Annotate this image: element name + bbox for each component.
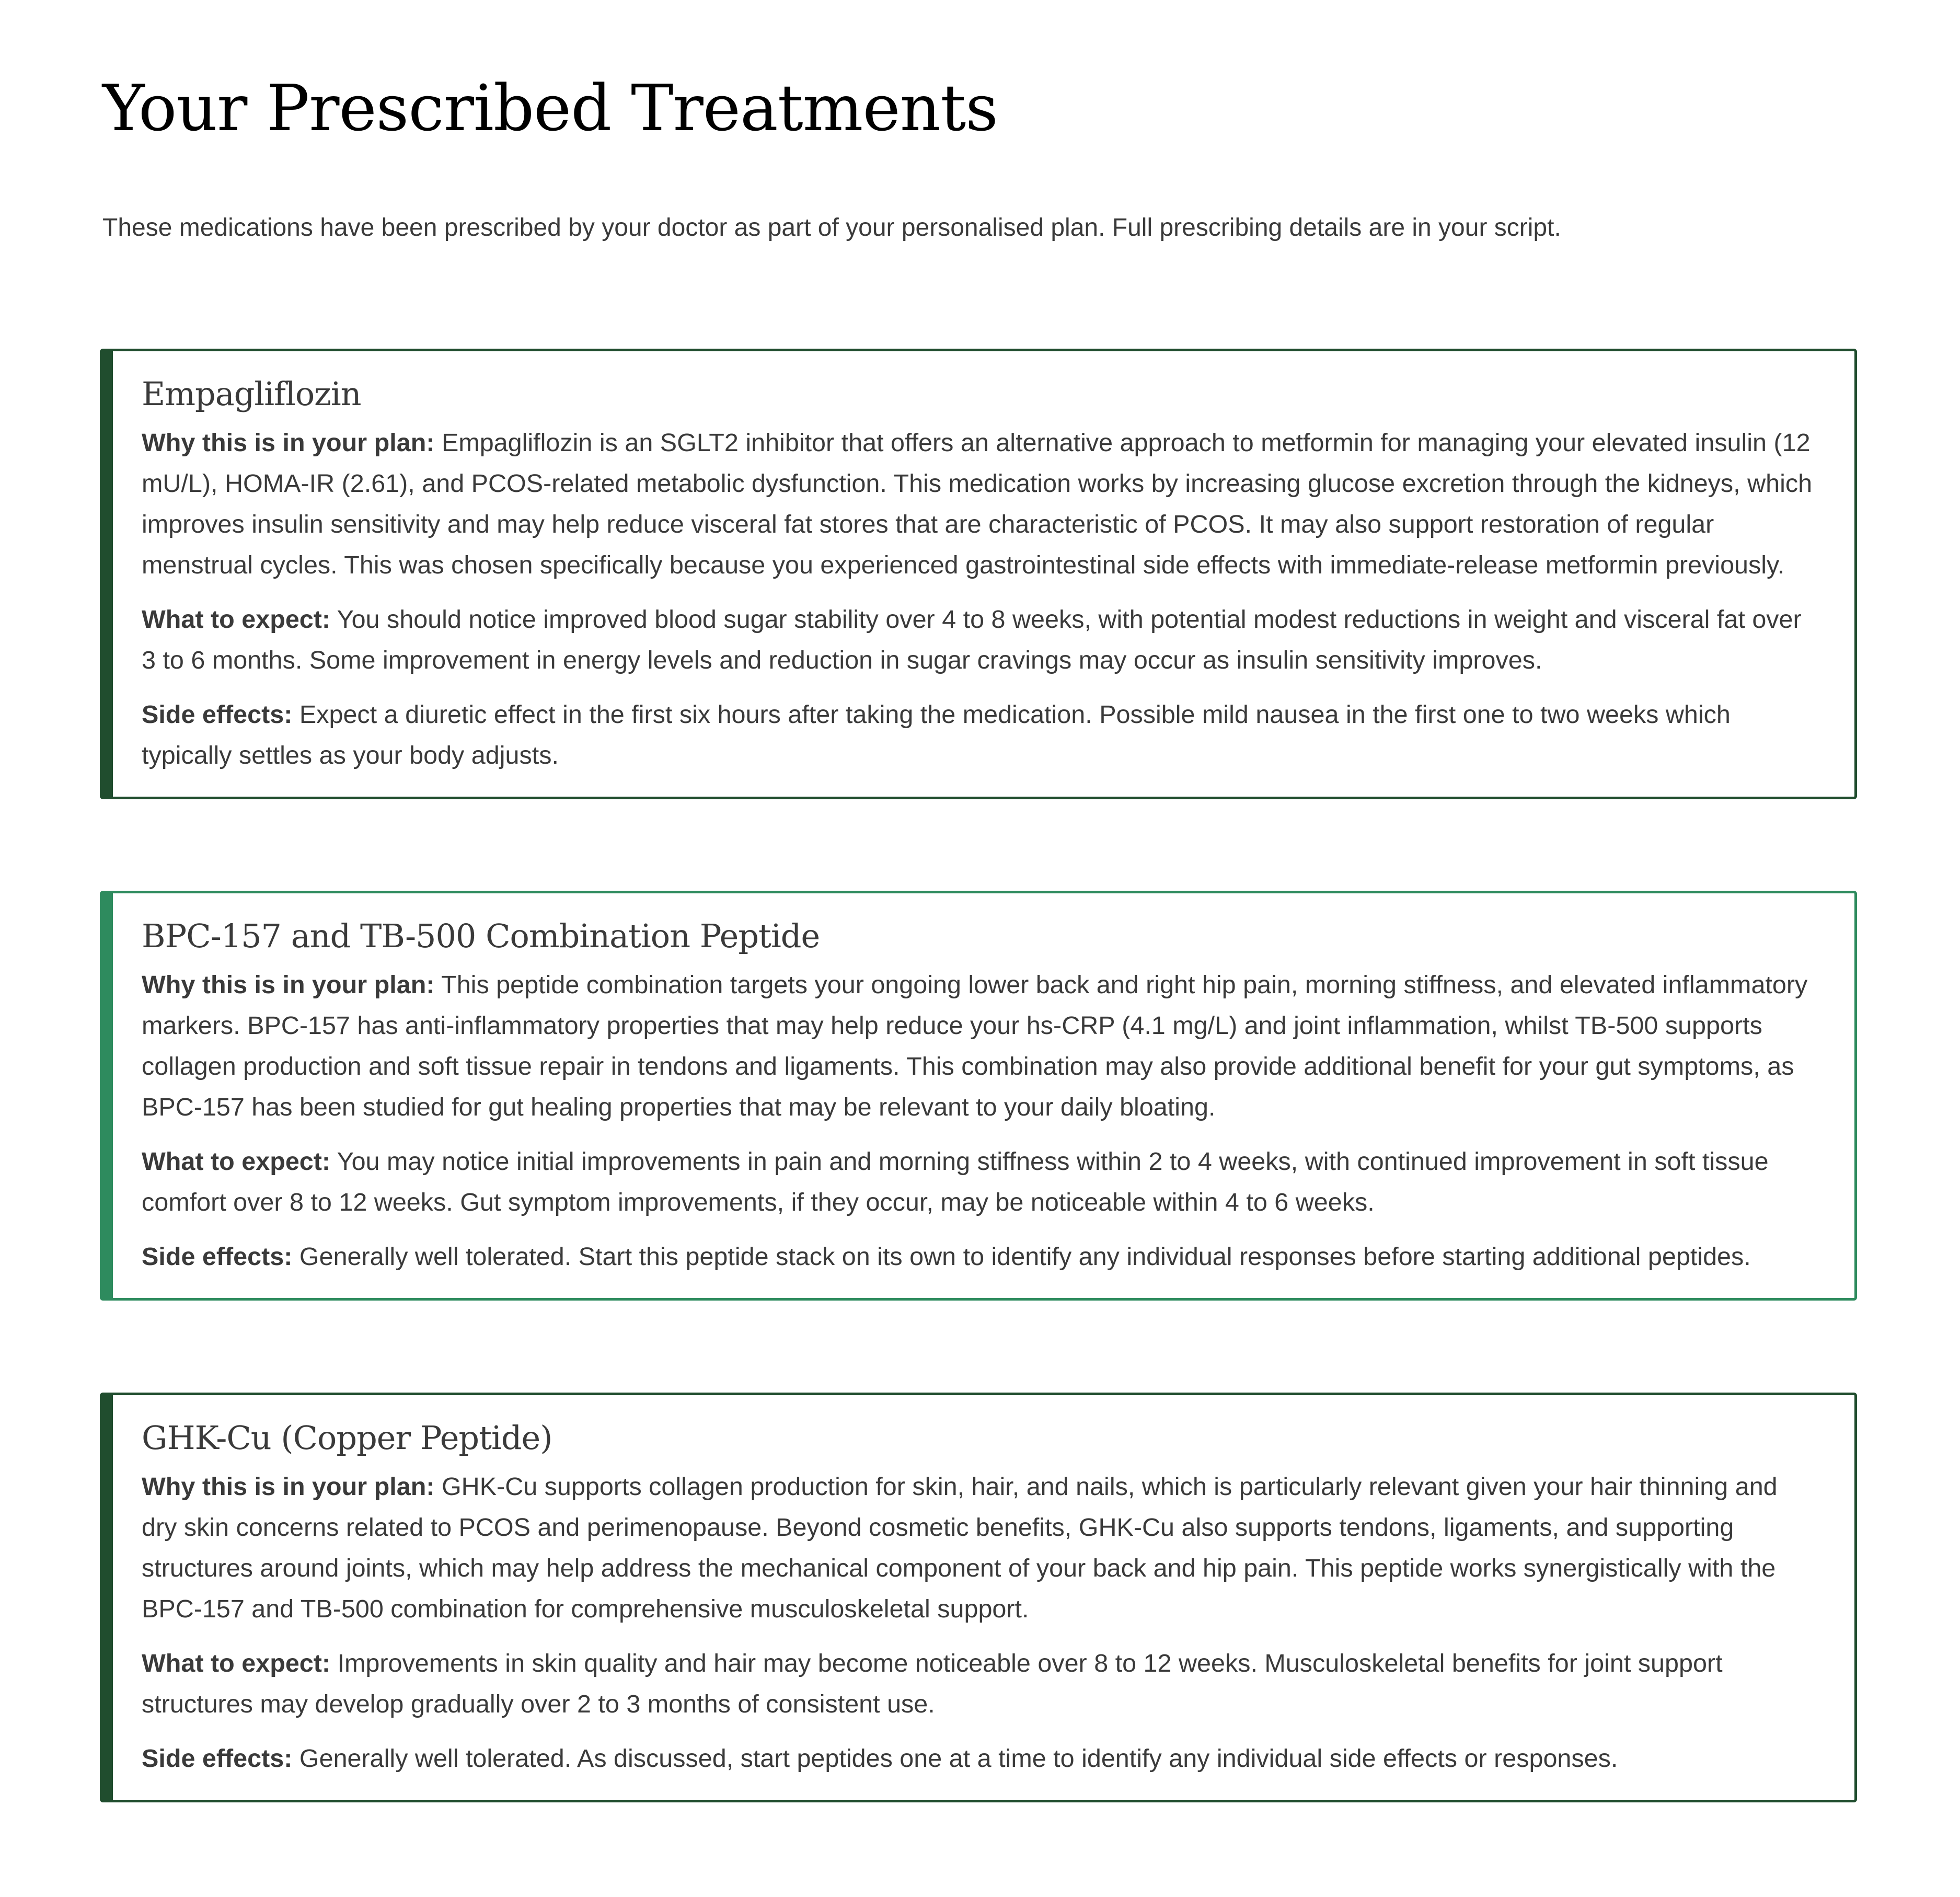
treatment-name: GHK-Cu (Copper Peptide) [142, 1419, 552, 1457]
treatment-card-empagliflozin [100, 349, 1857, 799]
why-text: Empagliflozin is an SGLT2 inhibitor that offers an alternative approach to metformin for managing your elevated insulin (12 mU/L), HOMA-IR (2.61), and PCOS-related metabolic dysfunction. This medication works by increasing glucose excretion through the kidneys, which improves insulin sensitivity and may help reduce visceral fat stores that are characteristic of PCOS. It may also support restoration of regular menstrual cycles. This was chosen specifically because you experienced gastrointestinal side effects with immediate-release metformin previously. [142, 429, 1813, 579]
treatment-card-bpc157-tb500 [100, 891, 1857, 1301]
expect-text: Improvements in skin quality and hair may become noticeable over 8 to 12 weeks. Musculoskeletal benefits for joint support structures may develop gradually over 2 to 3 months of consistent use. [142, 1649, 1723, 1718]
side-effects-text: Generally well tolerated. As discussed, start peptides one at a time to identify any individual side effects or responses. [292, 1744, 1618, 1773]
page-title: Your Prescribed Treatments [102, 71, 998, 145]
why-label: Why this is in your plan: [142, 971, 435, 999]
side-effects-text: Expect a diuretic effect in the first six hours after taking the medication. Possible mild nausea in the first one to two weeks which typically settles as your body adjusts. [142, 700, 1731, 769]
treatment-card-ghk-cu [100, 1393, 1857, 1802]
expect-label: What to expect: [142, 1649, 331, 1677]
what-to-expect [142, 1141, 1819, 1223]
side-effects-label: Side effects: [142, 1744, 293, 1773]
what-to-expect [142, 1643, 1819, 1724]
why-in-plan [142, 964, 1819, 1128]
why-label: Why this is in your plan: [142, 1473, 435, 1501]
side-effects-label: Side effects: [142, 700, 293, 729]
treatment-name: Empagliflozin [142, 375, 361, 413]
why-in-plan [142, 1466, 1819, 1629]
why-in-plan [142, 422, 1819, 585]
why-label: Why this is in your plan: [142, 429, 435, 457]
side-effects [142, 1236, 1819, 1277]
what-to-expect [142, 599, 1819, 681]
side-effects [142, 694, 1819, 776]
side-effects-label: Side effects: [142, 1243, 293, 1271]
expect-text: You should notice improved blood sugar stability over 4 to 8 weeks, with potential modest reductions in weight and visceral fat over 3 to 6 months. Some improvement in energy levels and reduction in sugar cravings may occur as insulin sensitivity improves. [142, 605, 1802, 674]
side-effects [142, 1738, 1819, 1779]
page-subtitle: These medications have been prescribed by your doctor as part of your personalised plan. Full prescribing details are in your script. [102, 214, 1561, 242]
expect-label: What to expect: [142, 1147, 331, 1176]
expect-label: What to expect: [142, 605, 331, 634]
side-effects-text: Generally well tolerated. Start this peptide stack on its own to identify any individual responses before starting additional peptides. [292, 1243, 1751, 1271]
treatment-name: BPC-157 and TB-500 Combination Peptide [142, 917, 820, 955]
why-text: This peptide combination targets your ongoing lower back and right hip pain, morning stiffness, and elevated inflammatory markers. BPC-157 has anti-inflammatory properties that may help reduce your hs-CRP (4.1 mg/L) and joint inflammation, whilst TB-500 supports collagen production and soft tissue repair in tendons and ligaments. This combination may also provide additional benefit for your gut symptoms, as BPC-157 has been studied for gut healing properties that may be relevant to your daily bloating. [142, 971, 1808, 1121]
expect-text: You may notice initial improvements in pain and morning stiffness within 2 to 4 weeks, with continued improvement in soft tissue comfort over 8 to 12 weeks. Gut symptom improvements, if they occur, may be noticeable within 4 to 6 weeks. [142, 1147, 1769, 1216]
why-text: GHK-Cu supports collagen production for skin, hair, and nails, which is particularly relevant given your hair thinning and dry skin concerns related to PCOS and perimenopause. Beyond cosmetic benefits, GHK-Cu also supports tendons, ligaments, and supporting structures around joints, which may help address the mechanical component of your back and hip pain. This peptide works synergistically with the BPC-157 and TB-500 combination for comprehensive musculoskeletal support. [142, 1473, 1778, 1623]
